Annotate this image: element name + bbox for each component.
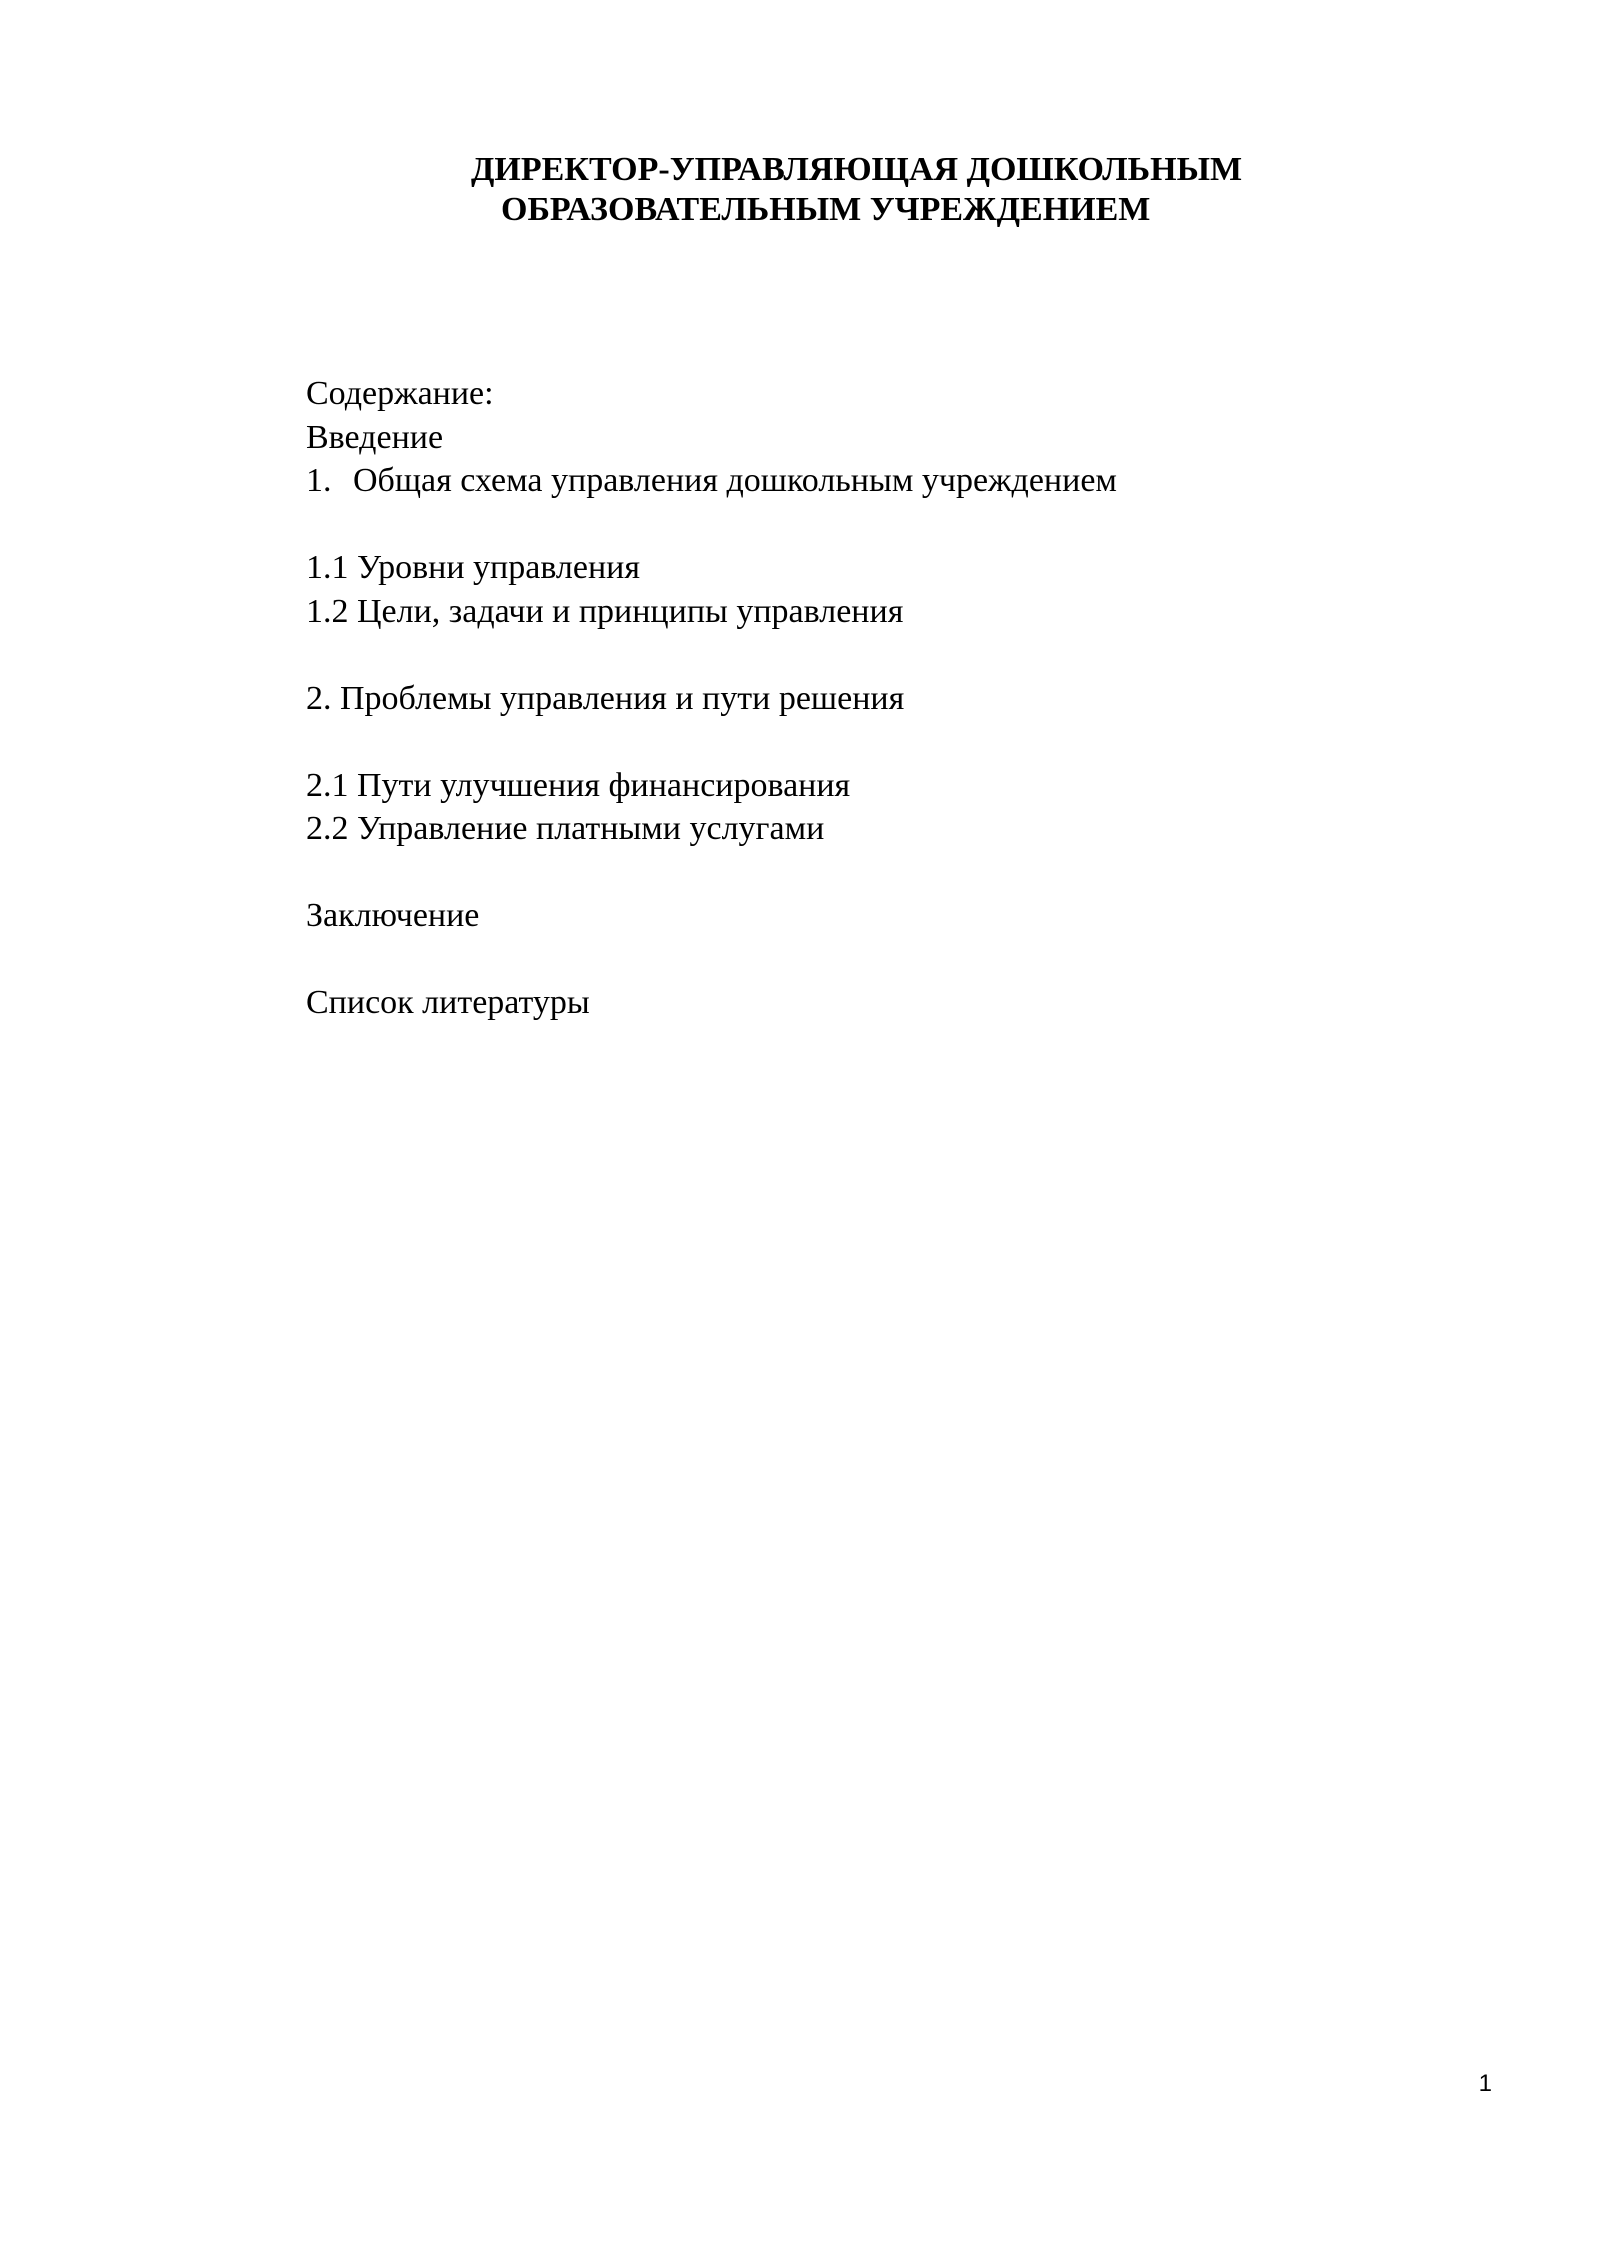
toc-item-1: [306, 459, 1117, 503]
toc-item-1-1: 1.1 Уровни управления: [306, 549, 641, 586]
title-line-2: ОБРАЗОВАТЕЛЬНЫМ УЧРЕЖДЕНИЕМ: [501, 191, 1151, 228]
toc-item-2-2: 2.2 Управление платными услугами: [306, 810, 825, 847]
toc-item-bibliography: Список литературы: [306, 984, 590, 1021]
toc-item-2-1: 2.1 Пути улучшения финансирования: [306, 766, 851, 804]
toc-item-1-number: 1.: [306, 462, 332, 499]
title-line-1: ДИРЕКТОР-УПРАВЛЯЮЩАЯ ДОШКОЛЬНЫМ: [471, 151, 1243, 188]
toc-item-1-2: 1.2 Цели, задачи и принципы управления: [306, 592, 904, 630]
toc-heading: Содержание:: [306, 375, 494, 412]
table-of-contents: [306, 372, 1117, 1025]
toc-item-conclusion: Заключение: [306, 897, 480, 934]
toc-item-1-text: Общая схема управления дошкольным учреждением: [353, 462, 1117, 499]
toc-item-2: 2. Проблемы управления и пути решения: [306, 679, 905, 717]
toc-item-introduction: Введение: [306, 418, 444, 456]
page-number: 1: [1478, 2070, 1492, 2097]
